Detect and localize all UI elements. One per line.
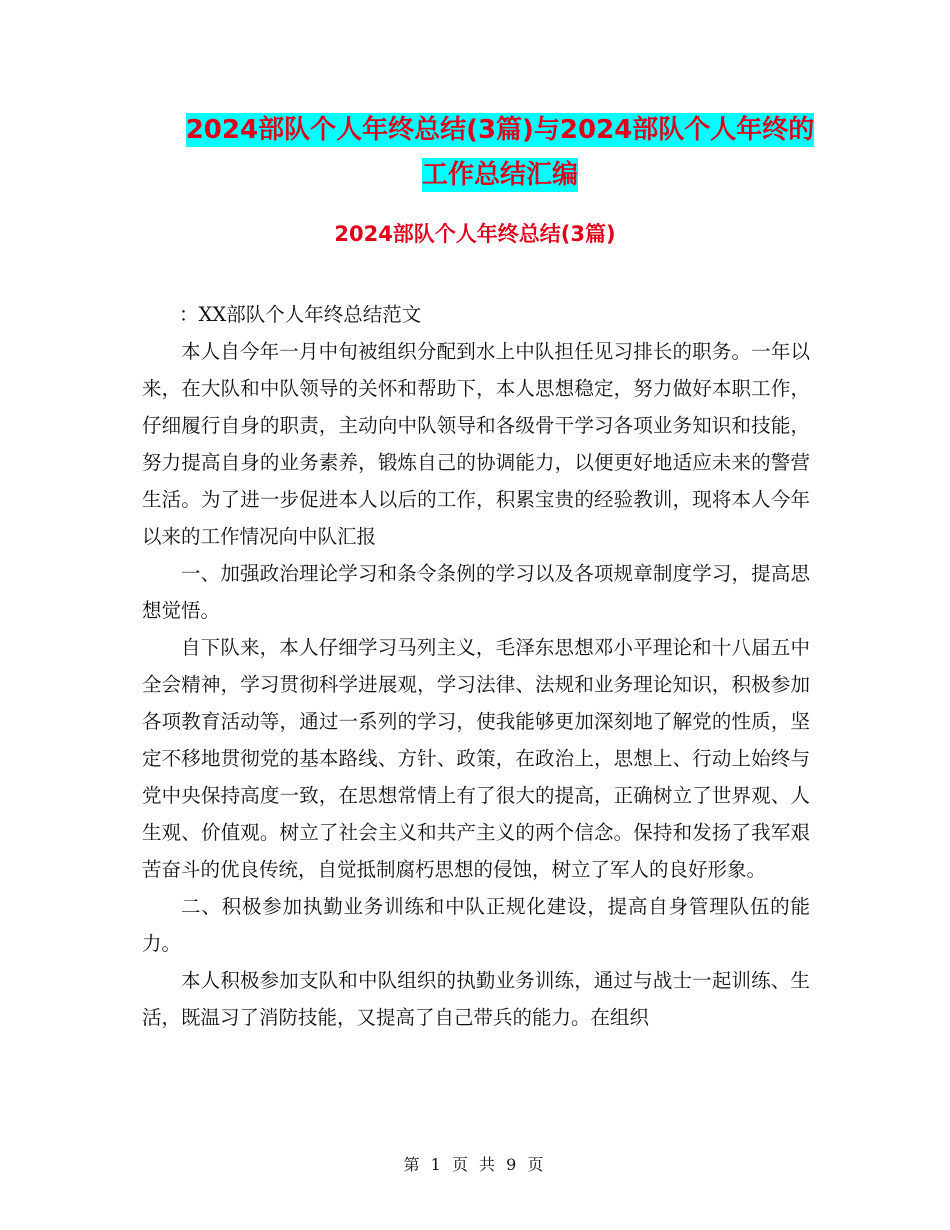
page-footer: 第 1 页 共 9 页 [403,1155,547,1174]
paragraph: 自下队来，本人仔细学习马列主义，毛泽东思想邓小平理论和十八届五中全会精神，学习贯彻科学进展观，学习法律、法规和业务理论知识，积极参加各项教育活动等，通过一系列的学习，使我能够更加深刻地了解党的性质，坚定不移地贯彻党的基本路线、方针、政策，在政治上，思想上、行动上始终与党中央保持高度一致，在思想常情上有了很大的提高，正确树立了世界观、人生观、价值观。树立了社会主义和共产主义的两个信念。保持和发扬了我军艰苦奋斗的优良传统，自觉抵制腐朽思想的侵蚀，树立了军人的良好形象。 [142,636,810,881]
body-text [142,296,810,1036]
section-title: 2024部队个人年终总结(3篇) [334,222,616,246]
paragraph: 本人积极参加支队和中队组织的执勤业务训练，通过与战士一起训练、生活，既温习了消防技能，又提高了自己带兵的能力。在组织 [142,969,810,1029]
paragraph: 一、加强政治理论学习和条令条例的学习以及各项规章制度学习，提高思想觉悟。 [142,562,810,622]
main-title-line-2: 工作总结汇编 [421,160,578,190]
paragraph-intro: ：XX部队个人年终总结范文 [179,303,422,326]
paragraph: 二、积极参加执勤业务训练和中队正规化建设，提高自身管理队伍的能力。 [142,895,810,955]
main-title [150,108,850,198]
main-title-line-1: 2024部队个人年终总结(3篇)与2024部队个人年终的 [185,115,815,145]
paragraph: 本人自今年一月中旬被组织分配到水上中队担任见习排长的职务。一年以来，在大队和中队领导的关怀和帮助下，本人思想稳定，努力做好本职工作，仔细履行自身的职责，主动向中队领导和各级骨干学习各项业务知识和技能，努力提高自身的业务素养，锻炼自己的协调能力，以便更好地适应未来的警营生活。为了进一步促进本人以后的工作，积累宝贵的经验教训，现将本人今年以来的工作情况向中队汇报 [142,340,810,548]
